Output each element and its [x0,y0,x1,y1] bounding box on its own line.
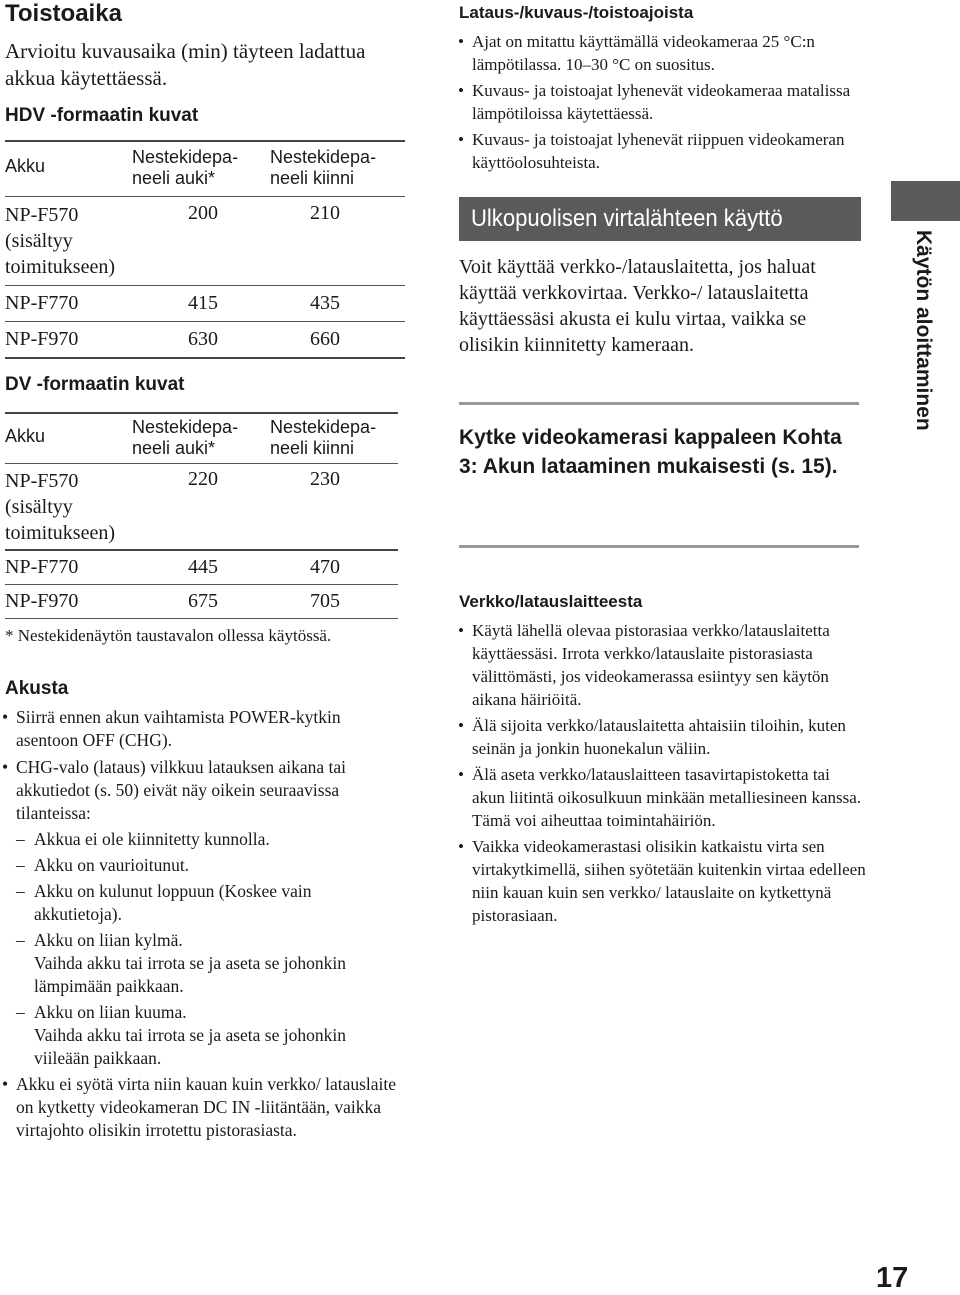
list-item: • Kuvaus- ja toistoajat lyhenevät videokameraa matalissa lämpötiloissa käytettäessä. [456,79,856,125]
value-open: 200 [132,197,270,286]
table-row [5,322,405,359]
verkko-list [456,619,866,930]
sublist-item: – Akku on kulunut loppuun (Koskee vain akkutietoja). [0,880,400,926]
page-title: Toistoaika [5,0,122,27]
list-item [0,756,400,1070]
akusta-list [0,706,400,1142]
list-item: • Ajat on mitattu käyttämällä videokameraa 25 °C:n lämpötilassa. 10–30 °C on suositus. [456,30,856,76]
lataus-heading: Lataus-/kuvaus-/toistoajoista [459,3,694,22]
instruction-text: Kytke videokamerasi kappaleen Kohta 3: Akun lataaminen mukaisesti (s. 15). [459,426,842,478]
value-open: 675 [132,585,270,619]
side-tab-marker [891,181,960,221]
footnote: * Nestekidenäytön taustavalon ollessa käytössä. [5,626,332,645]
battery-name: NP-F770 [5,286,132,322]
header-akku [5,141,132,197]
list-item: • Vaikka videokamerastasi olisikin katkaistu virta sen virtakytkimellä, siihen syötetään kuitenkin virtaa edelleen niin kauan kuin sen verkko/ latauslaite on kytkettynä pistorasiaan. [456,835,866,927]
verkko-heading: Verkko/latauslaitteesta [459,592,643,611]
sublist-item: – Akku on liian kylmä. Vaihda akku tai irrota se ja aseta se johonkin lämpimään paikkaan. [0,929,400,998]
dv-heading: DV -formaatin kuvat [5,374,185,395]
table-row [5,464,398,551]
list-item-text: CHG-valo (lataus) vilkkuu latauksen aikana tai akkutiedot (s. 50) eivät näy oikein seuraavissa tilanteissa: [16,757,346,823]
virta-paragraph: Voit käyttää verkko-/latauslaitetta, jos haluat käyttää verkkovirtaa. Verkko-/ latauslaitetta käyttäessäsi akusta ei kulu virtaa, vaikka se olisikin kiinnitetty kameraan. [459,256,816,356]
table-row [5,550,398,585]
sublist [16,828,400,1070]
header-closed: Nestekidepa- neeli kiinni [270,413,398,464]
divider [459,402,859,405]
list-item: • Älä sijoita verkko/latauslaitetta ahtaisiin tiloihin, kuten seinän ja jonkin huonekalun väliin. [456,714,866,760]
table-row [5,286,405,322]
section-banner [459,197,861,241]
sublist-item: – Akku on liian kuuma. Vaihda akku tai irrota se ja aseta se johonkin viileään paikkaan. [0,1001,400,1070]
value-closed: 470 [270,550,398,585]
table-header-row [5,413,398,464]
list-item: • Käytä lähellä olevaa pistorasiaa verkko/latauslaitetta käyttäessäsi. Irrota verkko/latauslaite pistorasiasta välittömästi, jos videokamerassa esiintyy sen käytön aikana häiriöitä. [456,619,866,711]
value-closed: 705 [270,585,398,619]
value-open: 415 [132,286,270,322]
battery-name: NP-F570 (sisältyy toimitukseen) [5,197,132,286]
list-item-text: Akku ei syötä virta niin kauan kuin verkko/ latauslaite on kytketty videokameran DC IN -liitäntään, vaikka virtajohto olisikin irrotettu pistorasiasta. [16,1074,397,1140]
header-closed: Nestekidepa- neeli kiinni [270,141,405,197]
header-akku-text: Akku [5,156,46,176]
header-open: Nestekidepa- neeli auki* [132,413,270,464]
sublist-item: – Akku on vaurioitunut. [0,854,400,877]
list-item [0,706,400,752]
hdv-table [5,140,405,359]
header-akku [5,413,132,464]
value-closed: 660 [270,322,405,359]
table-header-row [5,141,405,197]
battery-name: NP-F570 (sisältyy toimitukseen) [5,464,132,551]
list-item-text: Siirrä ennen akun vaihtamista POWER-kytkin asentoon OFF (CHG). [16,707,341,750]
table-row [5,585,398,619]
intro-text: Arvioitu kuvausaika (min) täyteen ladattua akkua käytettäessä. [5,39,366,90]
divider [459,545,859,548]
value-closed: 210 [270,197,405,286]
banner-title: Ulkopuolisen virtalähteen käyttö [470,205,783,232]
akusta-heading: Akusta [5,678,69,699]
sublist-item: – Akkua ei ole kiinnitetty kunnolla. [0,828,400,851]
value-closed: 435 [270,286,405,322]
value-open: 630 [132,322,270,359]
header-akku-text: Akku [5,426,46,446]
value-closed: 230 [270,464,398,551]
side-tab-label: Käytön aloittaminen [912,230,935,431]
table-row [5,197,405,286]
battery-name: NP-F970 [5,585,132,619]
value-open: 445 [132,550,270,585]
list-item: • Älä aseta verkko/latauslaitteen tasavirtapistoketta tai akun liitintä oikosulkuun minkään metalliesineen kanssa. Tämä voi aiheuttaa toimintahäiriön. [456,763,866,832]
battery-name: NP-F970 [5,322,132,359]
dv-table [5,412,398,619]
header-open: Nestekidepa- neeli auki* [132,141,270,197]
page-number: 17 [876,1262,909,1294]
list-item [0,1073,400,1142]
battery-name: NP-F770 [5,550,132,585]
hdv-heading: HDV -formaatin kuvat [5,105,199,126]
list-item: • Kuvaus- ja toistoajat lyhenevät riippuen videokameran käyttöolosuhteista. [456,128,856,174]
value-open: 220 [132,464,270,551]
lataus-list [456,30,856,177]
